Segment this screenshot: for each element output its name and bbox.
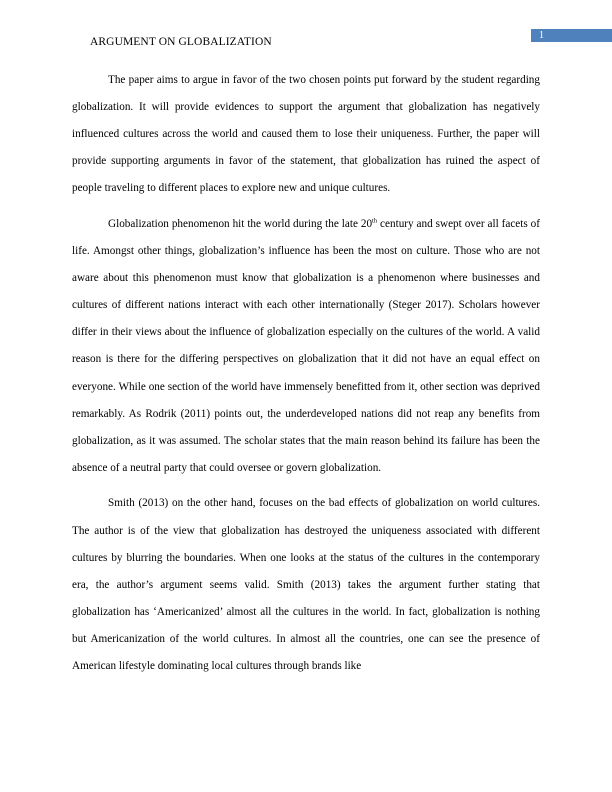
paragraph-1: The paper aims to argue in favor of the two chosen points put forward by the student regarding globalization. It will provide evidences to support the argument that globalization has negatively influenced cultures across the world and caused them to lose their uniqueness. Further, the paper will provide supporting arguments in favor of the statement, that globalization has ruined the aspect of people traveling to different places to explore new and unique cultures. — [72, 74, 540, 195]
document-body — [72, 67, 540, 689]
paragraph-3: Smith (2013) on the other hand, focuses on the bad effects of globalization on world cultures. The author is of the view that globalization has destroyed the uniqueness associated with different cultures by blurring the boundaries. When one looks at the status of the cultures in the contemporary era, the author’s argument seems valid. Smith (2013) takes the argument further stating that globalization has ‘Americanized’ almost all the cultures in the world. In fact, globalization is nothing but Americanization of the world cultures. In almost all the countries, one can see the presence of American lifestyle dominating local cultures through brands like — [72, 497, 540, 672]
paragraph-2-text-start: Globalization phenomenon hit the world during the late 20 — [108, 217, 373, 230]
page-number: 1 — [531, 29, 612, 42]
running-head: ARGUMENT ON GLOBALIZATION — [90, 36, 272, 48]
paragraph-2 — [72, 211, 540, 482]
paragraph-2-text-rest: century and swept over all facets of life. Amongst other things, globalization’s influence has been the most on culture. Those who are not aware about this phenomenon must know that globalization is a phenomenon where businesses and cultures of different nations interact with each other internationally (Steger 2017). Scholars however differ in their views about the influence of globalization especially on the cultures of the world. A valid reason is there for the differing perspectives on globalization that it did not have an equal effect on everyone. While one section of the world have immensely benefitted from it, other section was deprived remarkably. As Rodrik (2011) points out, the underdeveloped nations did not reap any benefits from globalization, as it was assumed. The scholar states that the main reason behind its failure has been the absence of a neutral party that could oversee or govern globalization. — [72, 217, 540, 474]
ordinal-superscript: th — [372, 217, 378, 225]
